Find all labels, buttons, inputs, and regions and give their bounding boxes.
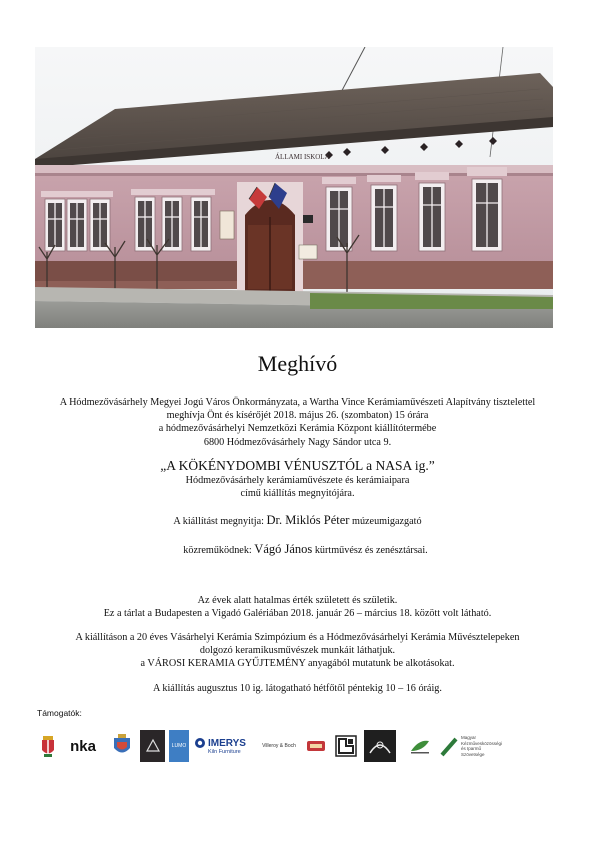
imerys-logo-subtext: Kiln Furniture [208,749,241,755]
building-sign: ÁLLAMI ISKOLA [275,153,330,161]
blue-block-logo [169,730,189,762]
intro-line: A Hódmezővásárhely Megyei Jogú Város Önkormányzata, a Wartha Vince Kerámiaművészeti Alapítvány tisztelettel [59,397,536,408]
dark-emblem-logo [140,730,165,762]
blue-block-logo-text: LUMO [171,743,187,749]
paragraph-line: A kiállításon a 20 éves Vásárhelyi Kerámia Szimpózium és a Hódmezővásárhelyi Kerámia Művésztelepeken [75,632,520,643]
nka-logo [64,730,102,762]
mkik-mark-icon [440,735,458,757]
villeroy-boch-logo-text: Villeroy & Boch [262,743,296,749]
contributors-suffix: kürtművész és zenésztársai. [314,545,428,556]
mkik-logo-text: Magyar Kézművesközösségi és Iparmű Szövetsége [461,735,503,757]
visiting-hours: A kiállítás augusztus 10 ig. látogatható hétfőtől péntekig 10 – 16 óráig. [153,683,442,694]
history-paragraph [0,594,595,620]
mkik-logo [440,730,506,762]
green-leaf-logo [408,730,432,762]
paragraph-line: a VÁROSI KERAMIA GYŰJTEMÉNY anyagából mutatunk be alkotásokat. [140,658,455,669]
gallery-logo [364,730,396,762]
building-photo [35,47,553,328]
contributors-prefix: közreműködnek: [183,545,252,556]
page-title: Meghívó [257,351,338,376]
opening-speaker: Dr. Miklós Péter [266,513,350,527]
collection-paragraph [0,631,595,670]
invitation-text [0,396,595,449]
imerys-swirl-icon [194,737,206,749]
supporters-label: Támogatók: [37,708,82,718]
opening-line [0,513,595,528]
imerys-logo [194,730,256,762]
opening-suffix: múzeumigazgató [352,516,422,527]
intro-line: meghívja Önt és kísérőjét 2018. május 26. (szombaton) 15 órára [166,410,429,422]
exhibition-subtitle [0,474,595,500]
exhibition-title: „A KÖKÉNYDOMBI VÉNUSZTÓL a NASA ig.” [160,458,435,473]
paragraph-line: Az évek alatt hatalmas érték született és születik. [197,595,398,606]
paragraph-line: Ez a tárlat a Budapesten a Vigadó Galériában 2018. január 26 – március 18. között volt látható. [103,608,492,619]
city-crest-logo [110,730,134,762]
imerys-logo-text: IMERYS [208,737,246,749]
contributors-line [0,542,595,557]
contributors-name: Vágó János [254,542,313,556]
exhibition-subtitle-line: című kiállítás megnyitójára. [240,488,355,499]
exhibition-subtitle-line: Hódmezővásárhely kerámiaművészete és kerámiaipara [185,475,410,486]
villeroy-boch-logo [260,730,298,762]
red-emblem-logo [304,730,328,762]
intro-line: 6800 Hódmezővásárhely Nagy Sándor utca 9. [203,436,392,448]
square-pattern-logo [334,730,358,762]
supporter-logos [36,730,556,764]
opening-prefix: A kiállítást megnyitja: [173,516,264,527]
intro-line: a hódmezővásárhelyi Nemzetközi Kerámia Központ kiállítótermébe [158,423,437,435]
coat-of-arms-logo [38,730,58,762]
nka-logo-text: nka [70,737,96,755]
paragraph-line: dolgozó keramikusművészek munkáit láthatjuk. [199,645,396,656]
